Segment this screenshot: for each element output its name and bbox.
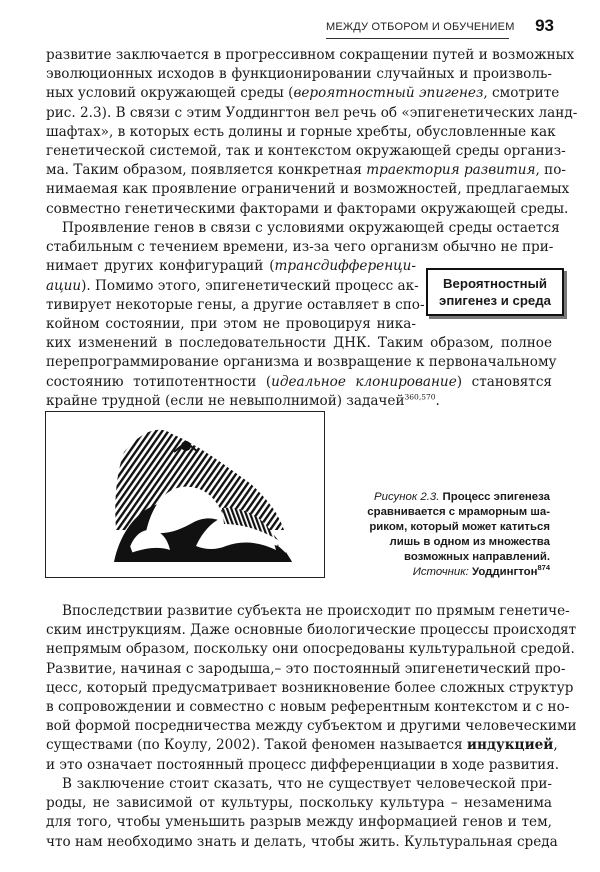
text-line: перепрограммирование организма и возвращение к первоначальному xyxy=(46,354,557,371)
text-line: ких изменений в последовательности ДНК. Таким образом, полное xyxy=(46,335,552,352)
page-number: 93 xyxy=(535,16,554,35)
caption-line: лишь в одном из множества xyxy=(389,536,550,548)
epigenetic-landscape-illustration xyxy=(46,412,324,577)
paragraph-4 xyxy=(46,775,558,852)
text-line: состоянию тотипотентности (идеальное клонирование) становятся xyxy=(46,373,553,390)
text-line: шафтах», в которых есть долины и горные хребты, обусловленные как xyxy=(46,123,556,140)
emphasis: ации xyxy=(46,277,82,294)
text-line: эволюционных исходов в функционировании случайных и произволь- xyxy=(46,66,552,83)
figure-epigenetic-landscape xyxy=(45,411,325,578)
figure-caption xyxy=(336,490,550,580)
text-line: рис. 2.3). В связи с этим Уоддингтон вел речь об «эпигенетических ланд- xyxy=(46,104,578,121)
text-line: непрямым образом, поскольку они опосредованы культуральной средой. xyxy=(46,641,575,658)
emphasis: трансдифференци- xyxy=(274,258,416,275)
text-line: для того, чтобы уменьшить разрыв между информацией генов и тем, xyxy=(46,814,552,831)
text-line: Впоследствии развитие субъекта не происходит по прямым генетиче- xyxy=(62,603,570,619)
text-line: нимаемая как проявление ограничений и возможностей, предлагаемых xyxy=(46,181,570,198)
caption-label: Рисунок 2.3. xyxy=(374,491,440,503)
caption-line: возможных направлений. xyxy=(403,551,550,563)
caption-line: сравнивается с мраморным ша- xyxy=(367,506,550,518)
emphasis: траектория развития xyxy=(366,162,536,179)
text-line: крайне трудной (если не невыполнимой) задачей$^{360,570}$. xyxy=(46,392,440,409)
text-line: койном состоянии, при этом не провоцируя ника- xyxy=(46,315,416,332)
text-line: тивирует некоторые гены, а другие оставляет в спо- xyxy=(46,296,425,313)
text-line: совместно генетическими факторами и факторами окружающей среды. xyxy=(46,200,569,217)
citation-superscript: 874 xyxy=(537,563,550,573)
margin-note-line: Вероятностный xyxy=(443,276,547,291)
header-rule xyxy=(326,38,509,39)
text-line: существами (по Коулу, 2002). Такой феномен называется индукцией, xyxy=(46,737,558,754)
caption-line: Рисунок 2.3. Процесс эпигенеза xyxy=(374,491,550,503)
emphasis: идеальное клонирование xyxy=(271,373,457,390)
running-title: МЕЖДУ ОТБОРОМ И ОБУЧЕНИЕМ xyxy=(326,21,515,33)
text-line: генетической системой, так и контекстом окружающей среды организ- xyxy=(46,142,566,159)
running-header xyxy=(326,16,554,38)
margin-note-line: эпигенез и среда xyxy=(439,293,551,308)
text-line: ским инструкциям. Даже основные биологические процессы происходят xyxy=(46,622,577,639)
emphasis: вероятностный эпигенез xyxy=(293,85,484,102)
text-line: что нам необходимо знать и делать, чтобы жить. Культуральная среда xyxy=(46,833,558,850)
text-line: Проявление генов в связи с условиями окружающей среды остается xyxy=(62,220,560,236)
text-line: ных условий окружающей среды (вероятностный эпигенез, смотрите xyxy=(46,85,560,102)
text-line: нимает других конфигураций (трансдифференци- xyxy=(46,258,416,275)
text-line: развитие заключается в прогрессивном сокращении путей и возможных xyxy=(46,47,575,63)
caption-line: риком, который может катиться xyxy=(369,521,550,533)
caption-source: Источник: Уоддингтон$^{874}$ xyxy=(412,563,550,578)
bold-term: индукцией xyxy=(466,737,554,754)
margin-note-box xyxy=(426,268,564,316)
text-line: цесс, который предусматривает возникновение более сложных структур xyxy=(46,679,574,696)
text-line: роды, не зависимой от культуры, поскольку культура – незаменима xyxy=(46,795,552,812)
text-line: вой формой посредничества между субъектом и другими человеческими xyxy=(46,718,577,735)
text-line: стабильным с течением времени, из-за чего организм обычно не при- xyxy=(46,239,554,256)
paragraph-1 xyxy=(46,46,578,219)
text-line: и это означает постоянный процесс дифференциации в ходе развития. xyxy=(46,756,560,773)
citation-superscript: 360,570 xyxy=(404,392,436,402)
text-line: В заключение стоит сказать, что не существует человеческой при- xyxy=(62,776,552,792)
text-line: ма. Таким образом, появляется конкретная траектория развития, по- xyxy=(46,162,566,179)
text-line: в сопровождении и совместно с новым референтным контекстом и с но- xyxy=(46,698,570,715)
text-line: ации). Помимо этого, эпигенетический процесс ак- xyxy=(46,277,419,294)
paragraph-3 xyxy=(46,602,577,775)
text-line: Развитие, начиная с зародыша,– это постоянный эпигенетический про- xyxy=(46,660,566,677)
